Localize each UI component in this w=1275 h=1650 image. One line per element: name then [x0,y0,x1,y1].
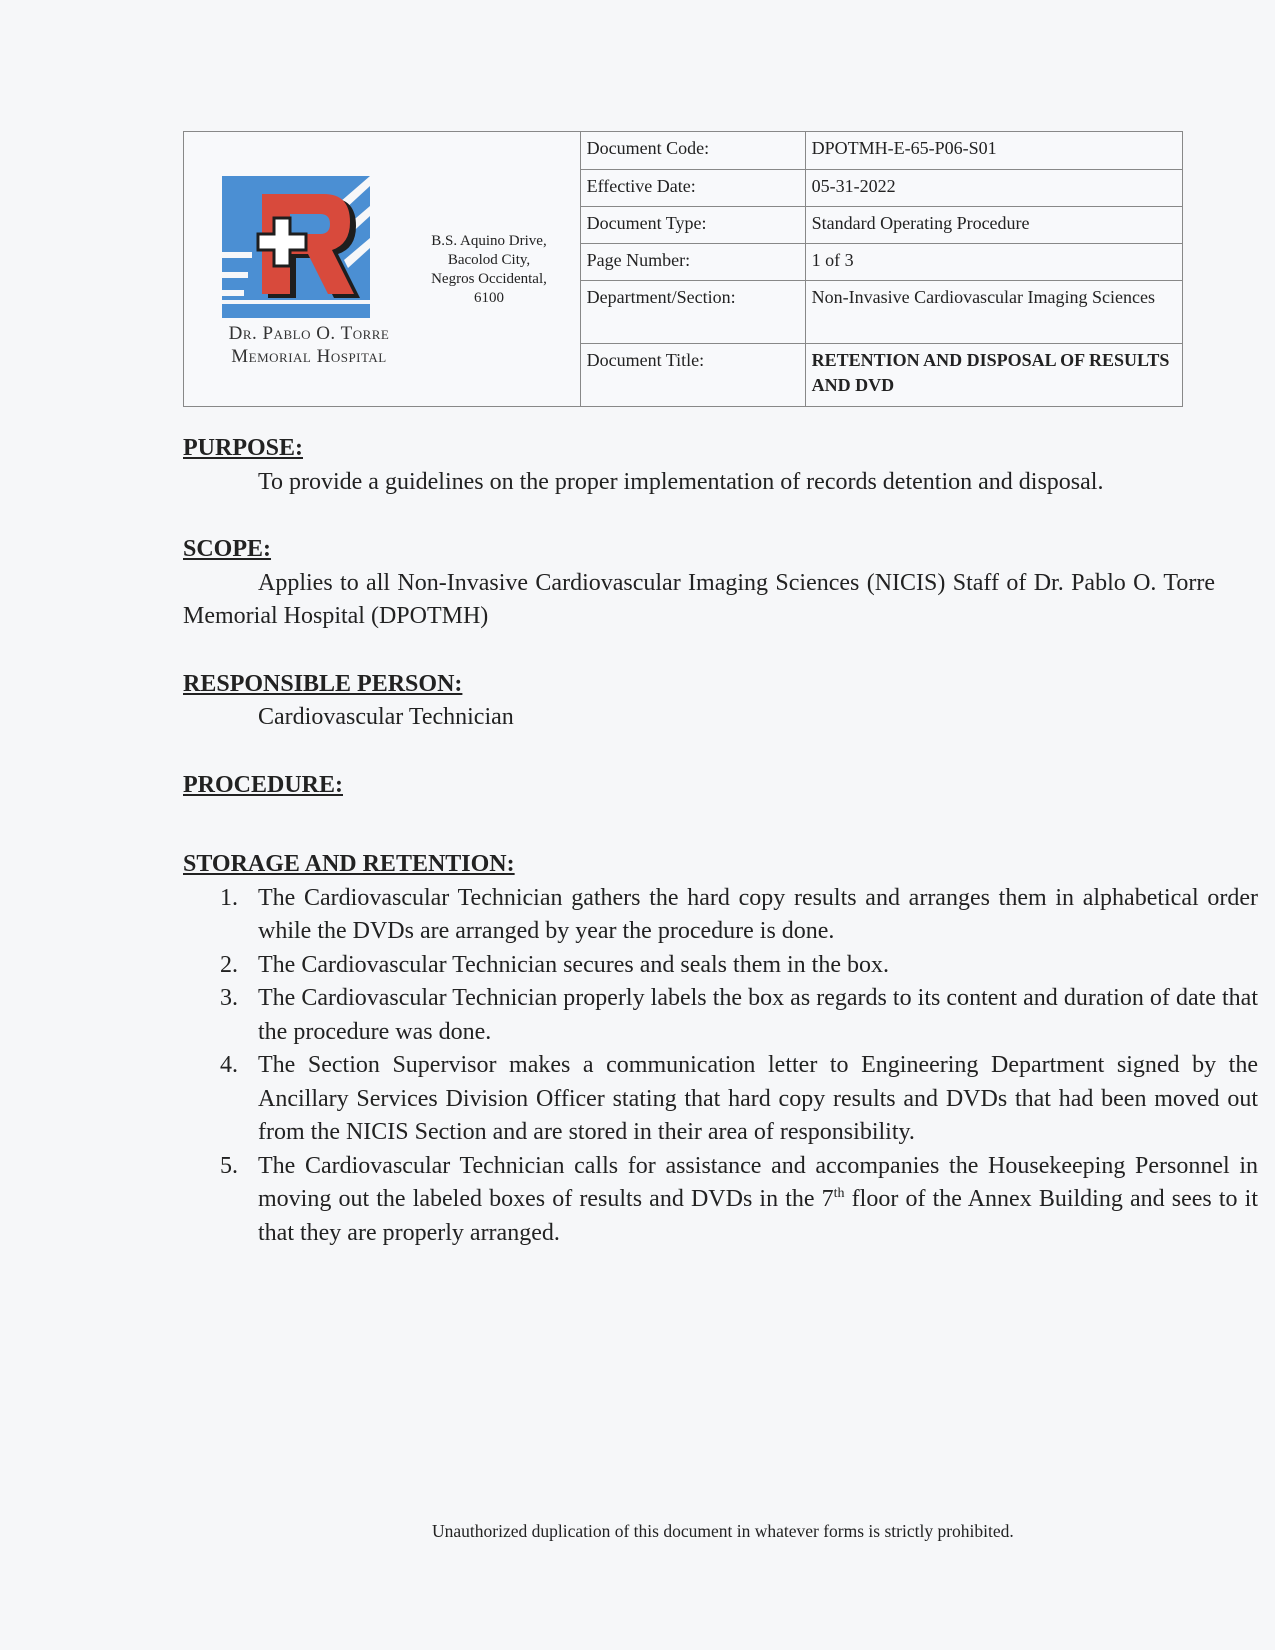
hospital-name [184,322,434,368]
hospital-name-line1: Dr. Pablo O. Torre [228,323,390,344]
document-title: RETENTION AND DISPOSAL OF RESULTS AND DVD [811,349,1170,395]
list-item: 2. The Cardiovascular Technician secures and seals them in the box. [220,951,889,978]
info-row-document-code [581,132,1182,169]
list-item: 1. The Cardiovascular Technician gathers the hard copy results and arranges them in alphabetical order while the DVDs are arranged by year the procedure is done. [220,884,1258,944]
storage-steps-list [183,882,1258,1251]
scope-text: Applies to all Non-Invasive Cardiovascular Imaging Sciences (NICIS) Staff of Dr. Pablo O. Torre Memorial Hospital (DPOTMH) [183,569,1215,629]
field-label: Department/Section: [581,280,806,343]
field-value: 05-31-2022 [805,169,1182,206]
info-row-effective-date [581,169,1182,206]
step-text: The Cardiovascular Technician properly labels the box as regards to its content and duration of date that the procedure was done. [258,985,1258,1045]
address-line: 6100 [474,290,504,306]
purpose-text: To provide a guidelines on the proper implementation of records detention and disposal. [258,468,1104,495]
responsible-text: Cardiovascular Technician [258,704,514,730]
step-text: The Section Supervisor makes a communication letter to Engineering Department signed by the Ancillary Services Division Officer stating that hard copy results and DVDs that had been moved out from the NICIS Section and are stored in their area of responsibility. [258,1052,1258,1145]
document-header [183,131,1183,407]
list-item: 4. The Section Supervisor makes a communication letter to Engineering Department signed by the Ancillary Services Division Officer stating that hard copy results and DVDs that had been moved out from the NICIS Section and are stored in their area of responsibility. [220,1052,1258,1145]
hospital-logo-icon [220,172,380,322]
address-line: B.S. Aquino Drive, [431,233,547,249]
list-item: 3. The Cardiovascular Technician properly labels the box as regards to its content and duration of date that the procedure was done. [220,985,1258,1045]
info-row-document-type [581,206,1182,243]
step-text: The Cardiovascular Technician gathers the hard copy results and arranges them in alphabetical order while the DVDs are arranged by year the procedure is done. [258,884,1258,944]
procedure-heading: PROCEDURE: [183,771,343,798]
hospital-address [414,232,564,308]
field-value: 1 of 3 [805,243,1182,280]
step-text: The Cardiovascular Technician calls for assistance and accompanies the Housekeeping Personnel in moving out the labeled boxes of results and DVDs in the 7th floor of the Annex Building and sees to it that they are properly arranged. [258,1152,1258,1246]
purpose-heading: PURPOSE: [183,435,303,461]
field-label: Effective Date: [581,169,806,206]
list-item: 5. The Cardiovascular Technician calls for assistance and accompanies the Housekeeping Personnel in moving out the labeled boxes of results and DVDs in the 7th floor of the Annex Building and sees to it that they are properly arranged. [220,1152,1258,1246]
info-row-page-number [581,243,1182,280]
storage-heading: STORAGE AND RETENTION: [183,851,515,877]
footer-notice: Unauthorized duplication of this document in whatever forms is strictly prohibited. [432,1521,1014,1541]
logo-cell [184,132,581,406]
document-body [183,432,1258,1250]
info-row-document-title [581,343,1182,406]
responsible-heading: RESPONSIBLE PERSON: [183,670,463,697]
field-label: Document Type: [581,206,806,243]
hospital-name-line2: Memorial Hospital [231,346,387,367]
field-label: Document Title: [581,343,806,406]
scope-heading: SCOPE: [183,536,272,562]
field-label: Page Number: [581,243,806,280]
field-value: Non-Invasive Cardiovascular Imaging Sciences [805,280,1182,343]
address-line: Bacolod City, [447,252,531,268]
field-value: Standard Operating Procedure [805,206,1182,243]
address-line: Negros Occidental, [431,271,547,287]
document-info-table [581,132,1182,406]
info-row-department [581,280,1182,343]
field-value: DPOTMH-E-65-P06-S01 [805,132,1182,169]
field-label: Document Code: [581,132,806,169]
step-text: The Cardiovascular Technician secures and seals them in the box. [258,951,889,978]
